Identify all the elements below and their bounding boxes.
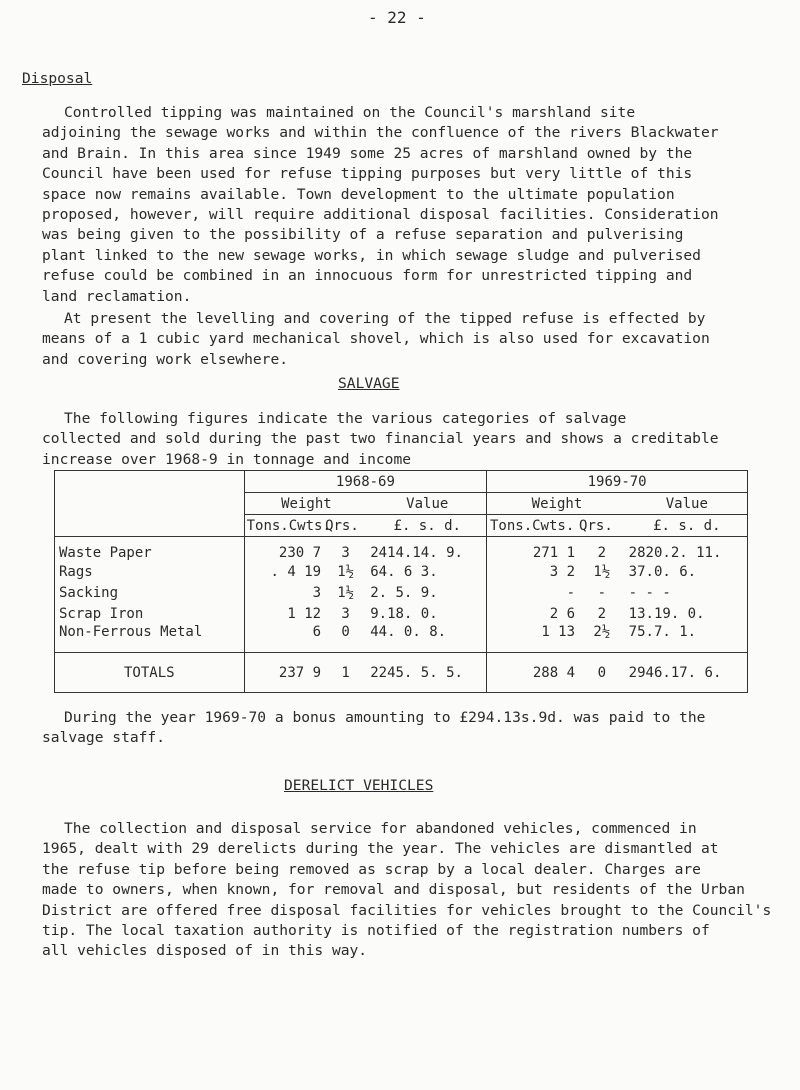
unit-header: Qrs. [577,515,627,537]
text-line: plant linked to the new sewage works, in which sewage sludge and pulverised [42,246,701,264]
qrs-cell: 1½ [337,584,355,601]
table-corner [55,515,245,537]
text-line: Controlled tipping was maintained on the Council's marshland site [64,104,636,121]
qrs-cell: 0 [341,624,350,640]
tons-cell: 1 12 [287,605,322,622]
tons-cell: 230 7 [278,545,322,561]
table-corner [55,471,245,493]
tons-cell: 3 [312,584,322,601]
text-line: the refuse tip before being removed as scrap by a local dealer. Charges are [42,860,701,878]
text-line: and covering work elsewhere. [42,350,289,368]
value-cell: 37.0. 6. [627,561,748,582]
category-cell: Rags [55,561,245,582]
qrs-cell: 1 [323,653,368,693]
value-cell: 2. 5. 9. [368,582,487,603]
derelict-heading: DERELICT VEHICLES [284,777,434,794]
qrs-cell: 3 [341,545,350,561]
qrs-cell: 1½ [593,563,611,580]
value-cell: - - - [627,582,748,603]
salvage-table [54,470,748,693]
text-line: refuse could be combined in an innocuous form for unrestricted tipping and [42,267,693,285]
tons-cell: 237 9 [244,653,323,693]
text-line: salvage staff. [42,729,166,747]
category-cell: Waste Paper [55,537,245,562]
unit-header: £. s. d. [368,515,487,537]
text-line: At present the levelling and covering of the tipped refuse is effected by [64,310,706,327]
text-line: space now remains available. Town development to the ultimate population [42,185,675,203]
text-line: collected and sold during the past two financial years and shows a creditable [42,430,719,448]
value-header: Value [368,493,487,515]
table-row [55,624,748,653]
value-cell: 75.7. 1. [627,624,748,653]
table-row [55,603,748,624]
text-line: made to owners, when known, for removal and disposal, but residents of the Urban [42,881,745,899]
table-row [55,537,748,562]
year-header: 1968-69 [244,471,487,493]
text-line: The following figures indicate the various categories of salvage [64,410,627,427]
unit-header: Qrs. [323,515,368,537]
text-line: increase over 1968-9 in tonnage and income [42,450,412,468]
value-cell: 2820.2. 11. [627,537,748,562]
text-line: proposed, however, will require additional disposal facilities. Consideration [42,206,719,224]
text-line: District are offered free disposal facilities for vehicles brought to the Council's [42,901,772,919]
tons-cell: 6 [312,624,322,640]
value-cell: 2414.14. 9. [368,537,487,562]
page-number: - 22 - [368,8,426,27]
text-line: was being given to the possibility of a refuse separation and pulverising [42,226,684,244]
value-header: Value [627,493,748,515]
value-cell: 44. 0. 8. [368,624,487,653]
unit-header: Tons.Cwts. [244,515,323,537]
value-cell: 2245. 5. 5. [368,653,487,693]
text-line: The collection and disposal service for abandoned vehicles, commenced in [64,820,697,837]
text-line: tip. The local taxation authority is notified of the registration numbers of [42,922,710,940]
tons-cell: 1 13 [541,624,576,640]
tons-cell: 3 2 [549,563,576,580]
disposal-heading: Disposal [22,70,93,87]
qrs-cell: 1½ [337,563,355,580]
text-line: Council have been used for refuse tipping purposes but very little of this [42,165,693,183]
derelict-paragraph [42,819,776,962]
table-corner [55,493,245,515]
bonus-paragraph [42,708,776,749]
qrs-cell: 2½ [593,624,611,640]
value-cell: 64. 6 3. [368,561,487,582]
text-line: means of a 1 cubic yard mechanical shovel, which is also used for excavation [42,330,710,348]
category-cell: Non-Ferrous Metal [55,624,245,653]
value-cell: 2946.17. 6. [627,653,748,693]
text-line: adjoining the sewage works and within the confluence of the rivers Blackwater [42,124,719,142]
unit-header: £. s. d. [627,515,748,537]
category-cell: Sacking [55,582,245,603]
qrs-cell: 2 [597,545,607,561]
disposal-paragraph-1 [42,103,776,307]
qrs-cell: 3 [341,605,350,622]
qrs-cell: 2 [597,605,607,622]
disposal-paragraph-2 [42,309,776,370]
text-line: During the year 1969-70 a bonus amounting to £294.13s.9d. was paid to the [64,709,706,726]
tons-cell: 2 6 [549,605,576,622]
salvage-heading: SALVAGE [338,375,400,392]
table-row [55,582,748,603]
tons-cell: . 4 19 [270,563,322,580]
weight-header: Weight [244,493,368,515]
tons-cell: 288 4 [487,653,577,693]
table-row [55,561,748,582]
value-cell: 13.19. 0. [627,603,748,624]
year-header: 1969-70 [487,471,748,493]
tons-cell: - [566,584,576,601]
text-line: and Brain. In this area since 1949 some 25 acres of marshland owned by the [42,144,693,162]
totals-label: TOTALS [55,653,245,693]
unit-header: Tons.Cwts. [487,515,577,537]
salvage-intro [42,409,776,470]
value-cell: 9.18. 0. [368,603,487,624]
totals-row [55,653,748,693]
text-line: land reclamation. [42,287,192,305]
qrs-cell: 0 [577,653,627,693]
weight-header: Weight [487,493,627,515]
qrs-cell: - [597,584,607,601]
text-line: all vehicles disposed of in this way. [42,942,368,960]
category-cell: Scrap Iron [55,603,245,624]
text-line: 1965, dealt with 29 derelicts during the year. The vehicles are dismantled at [42,840,719,858]
tons-cell: 271 1 [532,545,576,561]
